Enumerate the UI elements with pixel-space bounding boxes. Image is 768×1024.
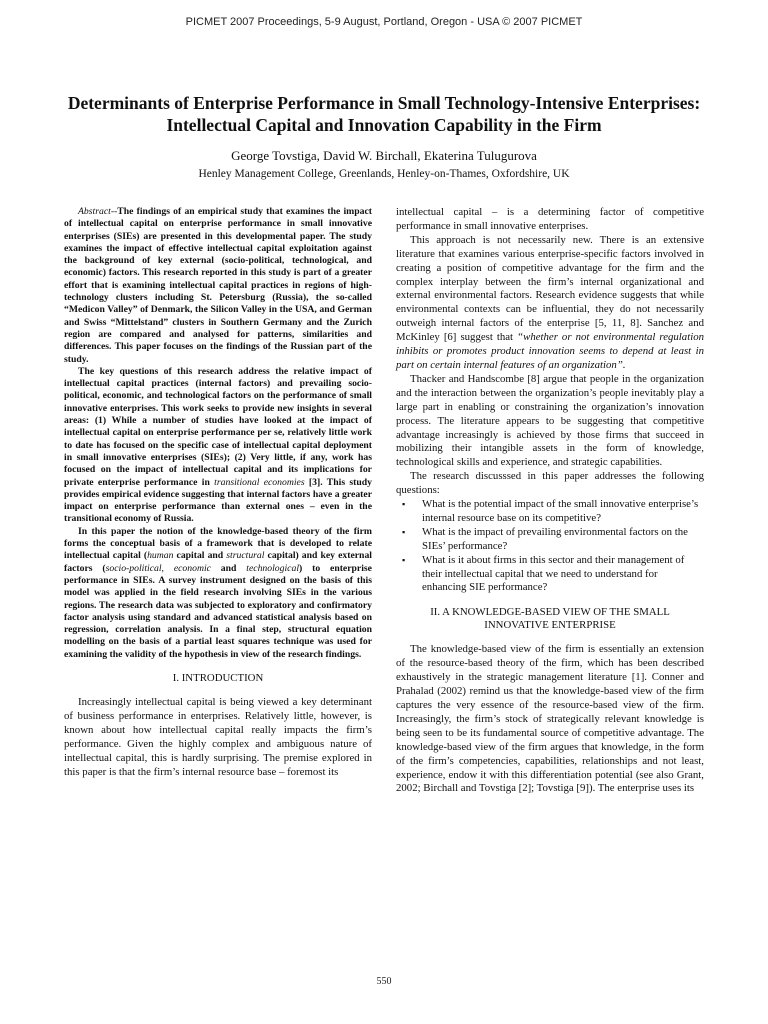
right-paragraph-4: The research discusssed in this paper addresses the following questions: [396,470,704,497]
right-paragraph-5: The knowledge-based view of the firm is essentially an extension of the resource-based theory of the firm, which has been described exhaustively in the strategic management literature [1]. Conner and Prahalad (2002) remind us that the knowledge-based view of the firm captures the very essence of the resource-based view of the firm. Increasingly, the firm’s stock of strategically relevant knowledge is being seen to be its fundamental source of competitive advantage. The knowledge-based view of the firm argues that knowledge, in the form of the firm’s competencies, capabilities, relationships and not least, experience, endow it with this differentiation potential (see also Grant, 2002; Birchall and Tovstiga [2]; Tovstiga [9]). The enterprise uses its [396,643,704,795]
author-list: George Tovstiga, David W. Birchall, Ekaterina Tulugurova [231,148,537,163]
bullet-icon: ▪ [402,526,406,537]
introduction-body [64,696,372,779]
section-heading-introduction: I. INTRODUCTION [172,671,264,684]
abstract-label: Abstract-- [78,206,118,217]
abstract-paragraph-3: In this paper the notion of the knowledge-based theory of the firm forms the conceptual basis of a framework that is developed to relate intellectual capital (human capital and structural capital) and key external factors (socio-political, economic and technological) to enterprise performance in SIEs. A survey instrument designed on the basis of this model was applied in the field research involving SIEs in the various regions. The research data was subjected to exploratory and confirmatory factor analysis using standard and advanced statistical analysis based on regression, correlation analysis. In a final step, structural equation modelling on the basis of a partial least squares technique was used for examining the validity of the hypothesis in view of the research findings. [64,525,372,660]
abstract-paragraph-1: Abstract--The findings of an empirical study that examines the impact of intellectual capital on enterprise performance in small innovative enterprises (SIEs) are presented in this developmental paper. The study examines the impact of effective intellectual capital exploitation against the background of key external (socio-political, technological, and economic) factors. This research reported in this study is part of a greater effort that is examining intellectual capital practices in regions of high-technology clusters including St. Petersburg (Russia), the so-called “Medicon Valley” of Denmark, the Silicon Valley in the USA, and German and Swiss “Mittelstand” clusters in Southern Germany and the Zurich region are compared and analysed for patterns, similarities and differences. This paper focuses on the findings of the Russian part of the study. [64,206,372,365]
paper-title [40,92,728,136]
right-paragraph-3: Thacker and Handscombe [8] argue that people in the organization and the interaction between the organization’s people inevitably play a large part in enabling or constraining the organization’s innovation process. The literature appears to be suggesting that competitive advantage increasingly is achieved by those firms that succeed in mobilizing their intangible assets in the form of knowledge, technological skills and experience, and strategic capabilities. [396,372,704,469]
title-line-1: Determinants of Enterprise Performance in Small Technology-Intensive Enterprises: [67,93,701,113]
abstract [64,206,372,661]
section-heading-knowledge-based-view: II. A KNOWLEDGE-BASED VIEW OF THE SMALL INNOVATIVE ENTERPRISE [430,606,670,632]
right-column [396,206,704,796]
affiliation: Henley Management College, Greenlands, Henley-on-Thames, Oxfordshire, UK [198,168,570,180]
page-number: 550 [376,976,392,987]
running-header: PICMET 2007 Proceedings, 5-9 August, Portland, Oregon - USA © 2007 PICMET [185,16,583,28]
left-column [64,206,372,779]
list-item: ▪ What is the potential impact of the small innovative enterprise’s internal resource base on its competitive? [402,498,699,524]
bullet-icon: ▪ [402,554,406,565]
list-item: ▪ What is it about firms in this sector and their management of their intellectual capital that we need to understand for enhancing SIE performance? [402,553,685,594]
quotation: “whether or not environmental regulation inhibits or promotes product innovation seems to depend at least in part on certain internal features of an organization”. [396,331,704,371]
intro-paragraph-1: Increasingly intellectual capital is being viewed a key determinant of business performance in enterprises. Relatively little, however, is known about how intellectual capital really impacts the firm’s performance. Given the highly complex and ambiguous nature of intellectual capital, this is hardly surprising. The premise explored in this paper is that the firm’s internal resource base – foremost its [64,695,372,778]
continued-paragraph: intellectual capital – is a determining factor of competitive performance in small innovative enterprises. [396,206,704,232]
bullet-icon: ▪ [402,499,406,510]
list-item: ▪ What is the impact of prevailing environmental factors on the SIEs’ performance? [402,525,688,552]
title-line-2: Intellectual Capital and Innovation Capability in the Firm [166,115,602,135]
title-block [40,92,728,181]
abstract-paragraph-2: The key questions of this research address the relative impact of intellectual capital practices (internal factors) and prevailing socio-political, economic, and technological factors on the performance of small innovative enterprises. This work seeks to provide new insights in several areas: (1) While a number of studies have looked at the impact of intellectual capital on enterprise performance per se, relatively little work to date has focused on the specific case of intellectual capital deployment in small innovative enterprises (SIEs); (2) Very little, if any, work has focused on the impact of intellectual capital and its implications for private enterprise performance in transitional economies [3]. This study provides empirical evidence suggesting that internal factors have a greater impact on enterprise performance than external ones – even in the transitional economy of Russia. [64,365,373,525]
right-paragraph-2: This approach is not necessarily new. There is an extensive literature that examines various enterprise-specific factors involved in creating a position of competitive advantage for the firm and the complex interplay between the firm’s internal organizational and external environmental factors. Research evidence suggests that while environmental contexts can be influential, they do not necessarily outweigh internal factors of the enterprise [5, 11, 8]. Sanchez and McKinley [6] suggest that “whether or not environmental regulation inhibits or promotes product innovation seems to depend at least in part on certain internal features of an organization”. [396,233,704,371]
research-questions-list [396,498,704,595]
